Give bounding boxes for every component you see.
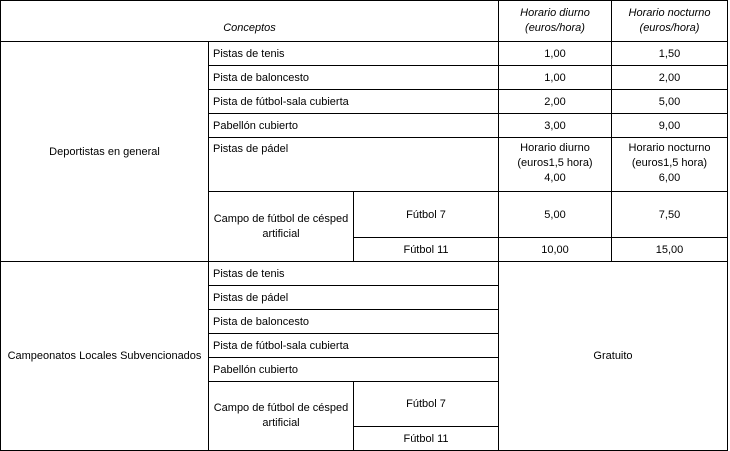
row-name bbox=[208, 41, 499, 66]
group2-cesped-name bbox=[208, 381, 354, 451]
group2-label bbox=[0, 261, 209, 451]
header-diurno-line1: Horario diurno bbox=[520, 7, 590, 19]
group2-cesped-f7 bbox=[353, 381, 499, 427]
row-nocturno-text: 1,50 bbox=[658, 47, 681, 60]
row-nocturno-text: 2,00 bbox=[658, 71, 681, 84]
group2-cesped-f11 bbox=[353, 426, 499, 451]
gratuito-text: Gratuito bbox=[593, 350, 633, 362]
group1-label bbox=[0, 41, 209, 262]
cesped-name-line2: artificial bbox=[262, 227, 300, 240]
cesped-name bbox=[208, 191, 354, 262]
row-name-text: Pista de fútbol-sala cubierta bbox=[213, 95, 349, 108]
group2-row-text: Pista de baloncesto bbox=[213, 315, 310, 328]
padel-diurno-value: 4,00 bbox=[544, 172, 566, 184]
row-name-text: Pabellón cubierto bbox=[213, 119, 299, 132]
gratuito-cell bbox=[498, 261, 728, 451]
cesped-f11-nocturno-text: 15,00 bbox=[655, 243, 684, 256]
row-nocturno bbox=[611, 89, 728, 114]
cesped-f11-text: Fútbol 11 bbox=[403, 243, 449, 256]
row-nocturno bbox=[611, 113, 728, 138]
group1-label-text: Deportistas en general bbox=[49, 145, 160, 158]
padel-nocturno-line2: (euros1,5 hora) bbox=[631, 157, 708, 169]
group2-row-text: Pabellón cubierto bbox=[213, 363, 299, 376]
group2-row bbox=[208, 309, 499, 334]
cesped-f11 bbox=[353, 237, 499, 262]
padel-nocturno bbox=[611, 137, 728, 192]
padel-nocturno-line1: Horario nocturno bbox=[628, 142, 711, 154]
row-diurno bbox=[498, 89, 612, 114]
cesped-name-line1: Campo de fútbol de césped bbox=[213, 212, 349, 225]
row-diurno bbox=[498, 41, 612, 66]
row-diurno-text: 2,00 bbox=[544, 95, 566, 108]
group2-row bbox=[208, 285, 499, 310]
header-diurno bbox=[498, 0, 612, 42]
padel-diurno-line2: (euros1,5 hora) bbox=[517, 157, 593, 169]
padel-diurno-line1: Horario diurno bbox=[520, 142, 590, 154]
row-nocturno-text: 5,00 bbox=[658, 95, 681, 108]
row-name bbox=[208, 113, 499, 138]
padel-name-text: Pistas de pádel bbox=[213, 143, 289, 155]
group2-row-text: Pistas de tenis bbox=[213, 267, 285, 280]
group2-cesped-f7-text: Fútbol 7 bbox=[406, 398, 446, 410]
row-name bbox=[208, 65, 499, 90]
cesped-f7-text: Fútbol 7 bbox=[406, 208, 446, 221]
group2-label-text: Campeonatos Locales Subvencionados bbox=[7, 350, 202, 362]
cesped-f7-diurno-text: 5,00 bbox=[544, 208, 566, 221]
row-diurno-text: 1,00 bbox=[544, 71, 566, 84]
row-name-text: Pista de baloncesto bbox=[213, 71, 310, 84]
header-nocturno bbox=[611, 0, 728, 42]
row-diurno bbox=[498, 113, 612, 138]
group2-row bbox=[208, 261, 499, 286]
row-diurno bbox=[498, 65, 612, 90]
group2-cesped-name-line1: Campo de fútbol de césped bbox=[213, 402, 349, 414]
group2-cesped-name-line2: artificial bbox=[262, 417, 300, 429]
row-name bbox=[208, 89, 499, 114]
header-conceptos bbox=[0, 0, 499, 42]
cesped-f11-nocturno bbox=[611, 237, 728, 262]
header-diurno-line2: (euros/hora) bbox=[525, 22, 585, 34]
group2-row-text: Pista de fútbol-sala cubierta bbox=[213, 339, 349, 352]
cesped-f11-diurno bbox=[498, 237, 612, 262]
row-nocturno bbox=[611, 65, 728, 90]
row-name-text: Pistas de tenis bbox=[213, 47, 285, 60]
group2-row bbox=[208, 357, 499, 382]
row-diurno-text: 1,00 bbox=[544, 47, 566, 60]
group2-cesped-f11-text: Fútbol 11 bbox=[403, 432, 449, 445]
cesped-f7-nocturno-text: 7,50 bbox=[658, 208, 681, 221]
padel-diurno bbox=[498, 137, 612, 192]
header-conceptos-text: Conceptos bbox=[223, 22, 276, 34]
padel-nocturno-value: 6,00 bbox=[658, 172, 681, 184]
row-diurno-text: 3,00 bbox=[544, 119, 566, 132]
padel-name bbox=[208, 137, 499, 192]
header-nocturno-line1: Horario nocturno bbox=[628, 7, 711, 19]
cesped-f7 bbox=[353, 191, 499, 238]
row-nocturno bbox=[611, 41, 728, 66]
cesped-f7-nocturno bbox=[611, 191, 728, 238]
cesped-f11-diurno-text: 10,00 bbox=[541, 243, 569, 256]
group2-row bbox=[208, 333, 499, 358]
cesped-f7-diurno bbox=[498, 191, 612, 238]
group2-row-text: Pistas de pádel bbox=[213, 291, 289, 304]
row-nocturno-text: 9,00 bbox=[658, 119, 681, 132]
header-nocturno-line2: (euros/hora) bbox=[639, 22, 700, 34]
